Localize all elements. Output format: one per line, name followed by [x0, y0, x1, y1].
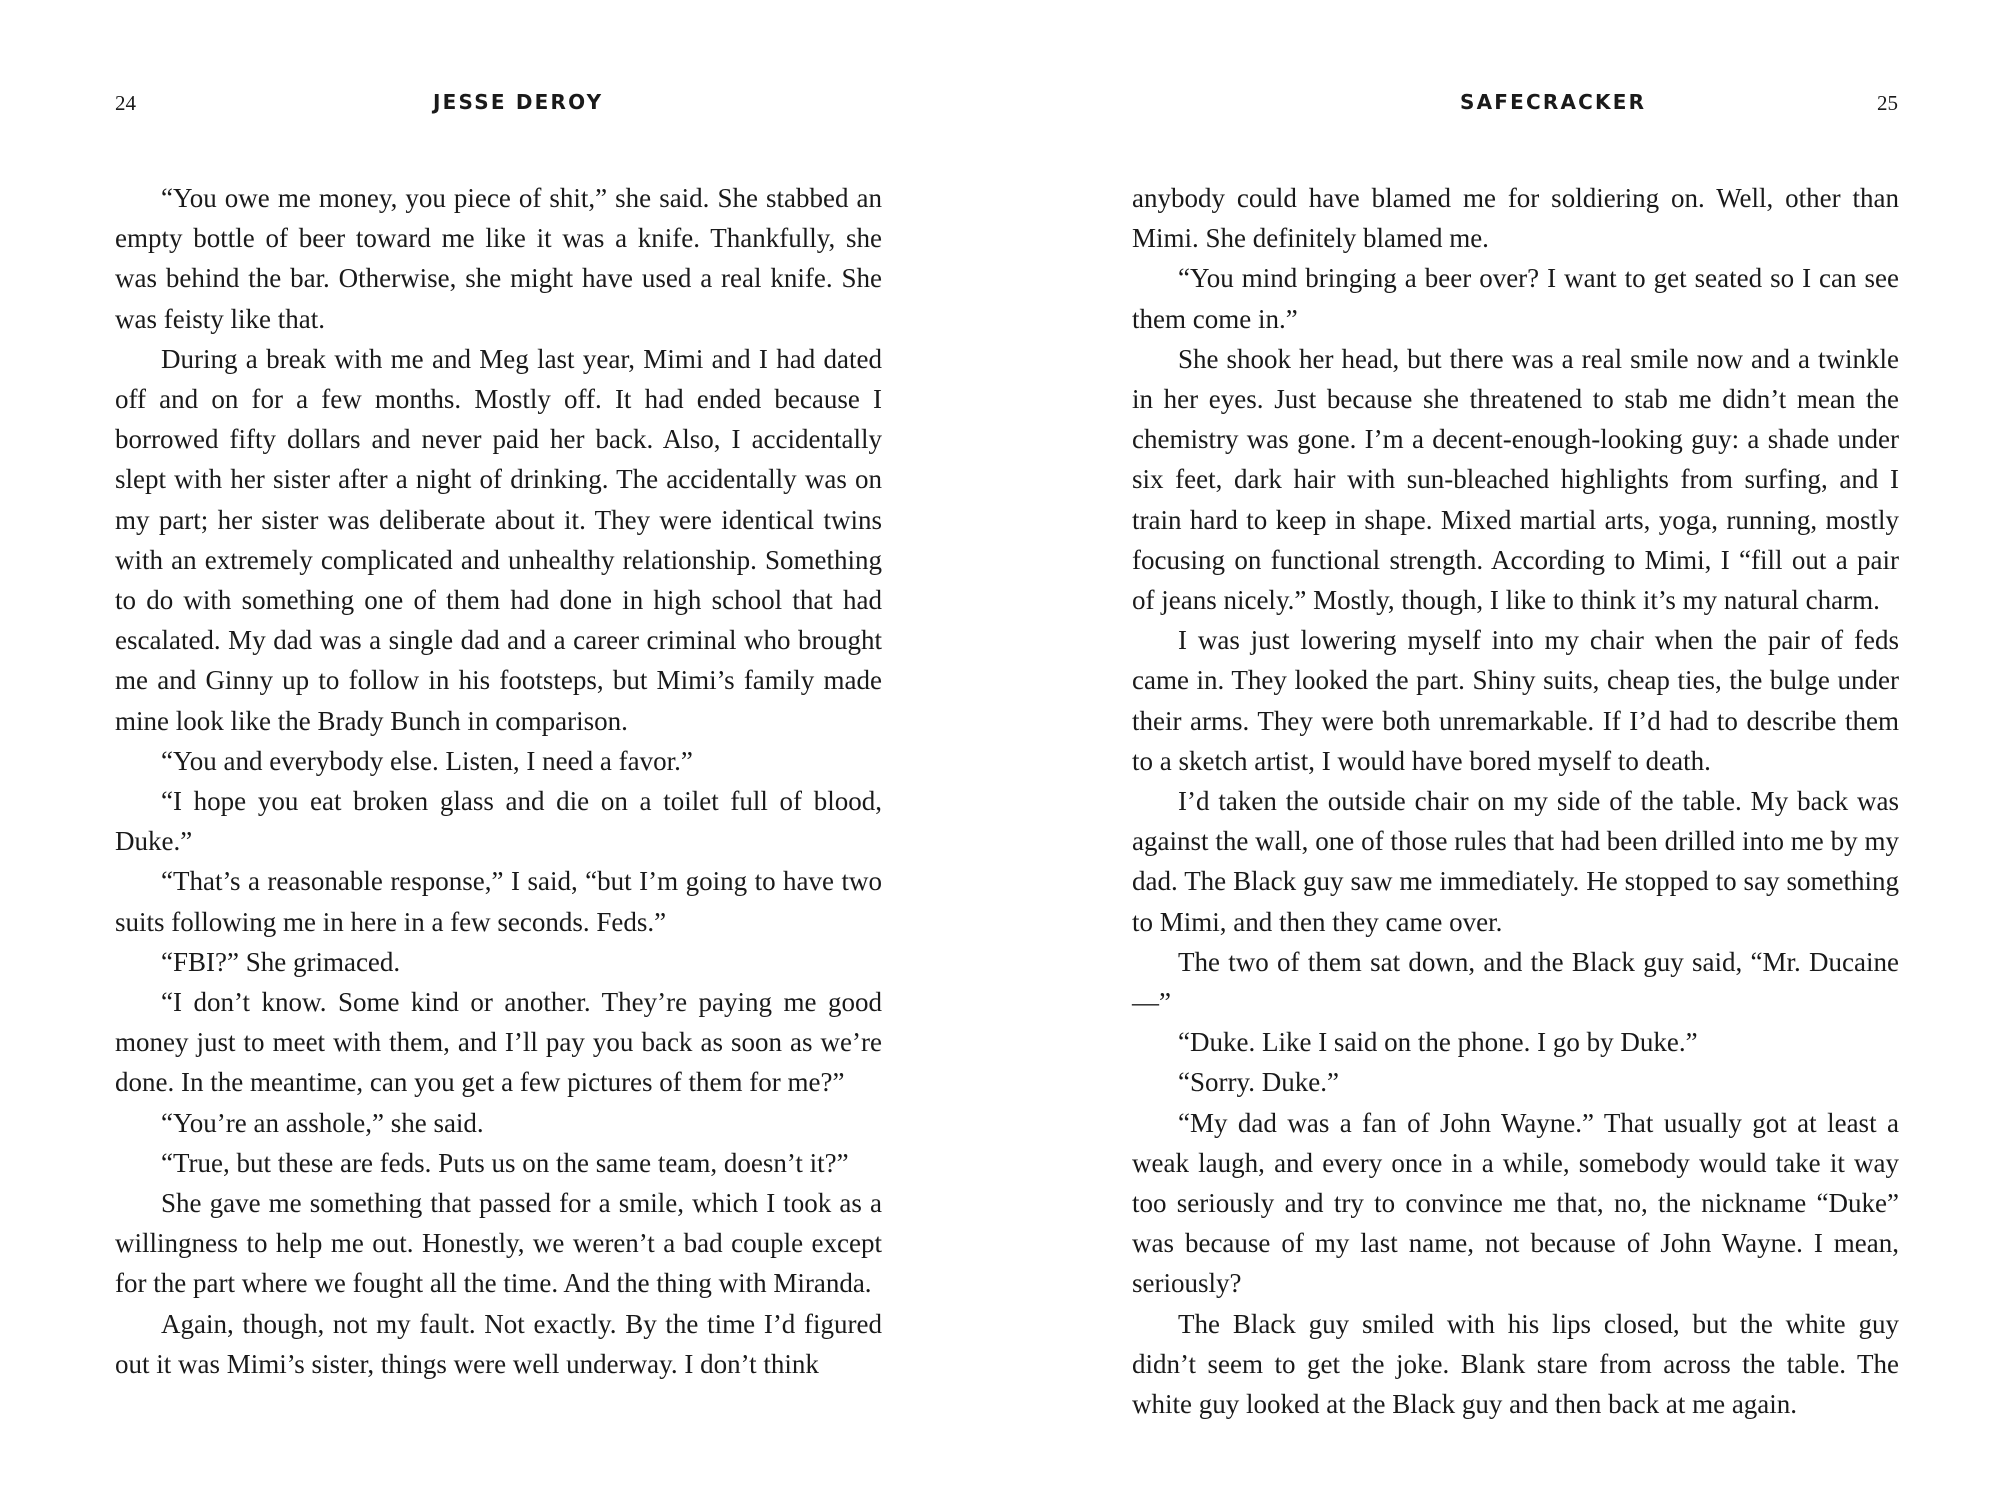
paragraph: I was just lowering myself into my chair when the pair of feds came in. They looked the part. Shiny suits, cheap ties, the bulge under their arms. They were both unremarkable. If I’d had to describe them to a sketch artist, I would have bored myself to death.: [1132, 625, 1899, 776]
paragraph: “True, but these are feds. Puts us on the same team, doesn’t it?”: [161, 1147, 849, 1178]
paragraph: She shook her head, but there was a real smile now and a twinkle in her eyes. Just because she threatened to stab me didn’t mean the chemistry was gone. I’m a decent-enough-looking guy: a shade under six feet, dark hair with sun-bleached highlights from surfing, and I train hard to keep in shape. Mixed martial arts, yoga, running, mostly focusing on functional strength. According to Mimi, I “fill out a pair of jeans nicely.” Mostly, though, I like to think it’s my natural charm.: [1132, 343, 1899, 616]
paragraph: “You mind bringing a beer over? I want to get seated so I can see them come in.”: [1132, 263, 1899, 334]
paragraph: “I don’t know. Some kind or another. They’re paying me good money just to meet with them, and I’ll pay you back as soon as we’re done. In the meantime, can you get a few pictures of them for me?”: [115, 987, 882, 1098]
paragraph: The two of them sat down, and the Black guy said, “Mr. Ducaine—”: [1132, 946, 1899, 1018]
paragraph: “That’s a reasonable response,” I said, “but I’m going to have two suits following me in here in a few seconds. Feds.”: [115, 866, 882, 937]
running-head-author: JESSE DEROY: [433, 90, 604, 114]
right-page: [1000, 0, 2000, 1500]
paragraph: “You and everybody else. Listen, I need a favor.”: [161, 745, 693, 776]
page-number: 24: [115, 91, 136, 115]
body-text: [115, 178, 882, 1384]
paragraph: During a break with me and Meg last year, Mimi and I had dated off and on for a few months. Mostly off. It had ended because I borrowed fifty dollars and never paid her back. Also, I accidentally slept with her sister after a night of drinking. The accidentally was on my part; her sister was deliberate about it. They were identical twins with an extremely complicated and unhealthy relationship. Something to do with something one of them had done in high school that had escalated. My dad was a single dad and a career criminal who brought me and Ginny up to follow in his footsteps, but Mimi’s family made mine look like the Brady Bunch in comparison.: [115, 343, 882, 736]
running-head-title: SAFECRACKER: [1460, 90, 1647, 114]
paragraph: “FBI?” She grimaced.: [161, 946, 401, 977]
paragraph: I’d taken the outside chair on my side of the table. My back was against the wall, one of those rules that had been drilled into me by my dad. The Black guy saw me immediately. He stopped to say something to Mimi, and then they came over.: [1132, 786, 1899, 937]
paragraph: “My dad was a fan of John Wayne.” That usually got at least a weak laugh, and every once in a while, somebody would take it way too seriously and try to convince me that, no, the nickname “Duke” was because of my last name, not because of John Wayne. I mean, seriously?: [1132, 1107, 1899, 1299]
paragraph: “Duke. Like I said on the phone. I go by Duke.”: [1178, 1027, 1698, 1058]
paragraph: “Sorry. Duke.”: [1178, 1067, 1339, 1098]
body-text: [1132, 178, 1899, 1424]
paragraph: “I hope you eat broken glass and die on a toilet full of blood, Duke.”: [115, 786, 882, 857]
paragraph: She gave me something that passed for a smile, which I took as a willingness to help me out. Honestly, we weren’t a bad couple except for the part where we fought all the time. And the thing with Miranda.: [115, 1188, 882, 1299]
paragraph: “You owe me money, you piece of shit,” she said. She stabbed an empty bottle of beer toward me like it was a knife. Thankfully, she was behind the bar. Otherwise, she might have used a real knife. She was feisty like that.: [115, 183, 882, 334]
paragraph: The Black guy smiled with his lips closed, but the white guy didn’t seem to get the joke. Blank stare from across the table. The white guy looked at the Black guy and then back at me again.: [1132, 1308, 1899, 1420]
paragraph: “You’re an asshole,” she said.: [161, 1107, 484, 1138]
paragraph: Again, though, not my fault. Not exactly. By the time I’d figured out it was Mimi’s sister, things were well underway. I don’t think: [115, 1308, 882, 1379]
page-number: 25: [1877, 91, 1898, 115]
paragraph: anybody could have blamed me for soldiering on. Well, other than Mimi. She definitely blamed me.: [1132, 183, 1899, 254]
